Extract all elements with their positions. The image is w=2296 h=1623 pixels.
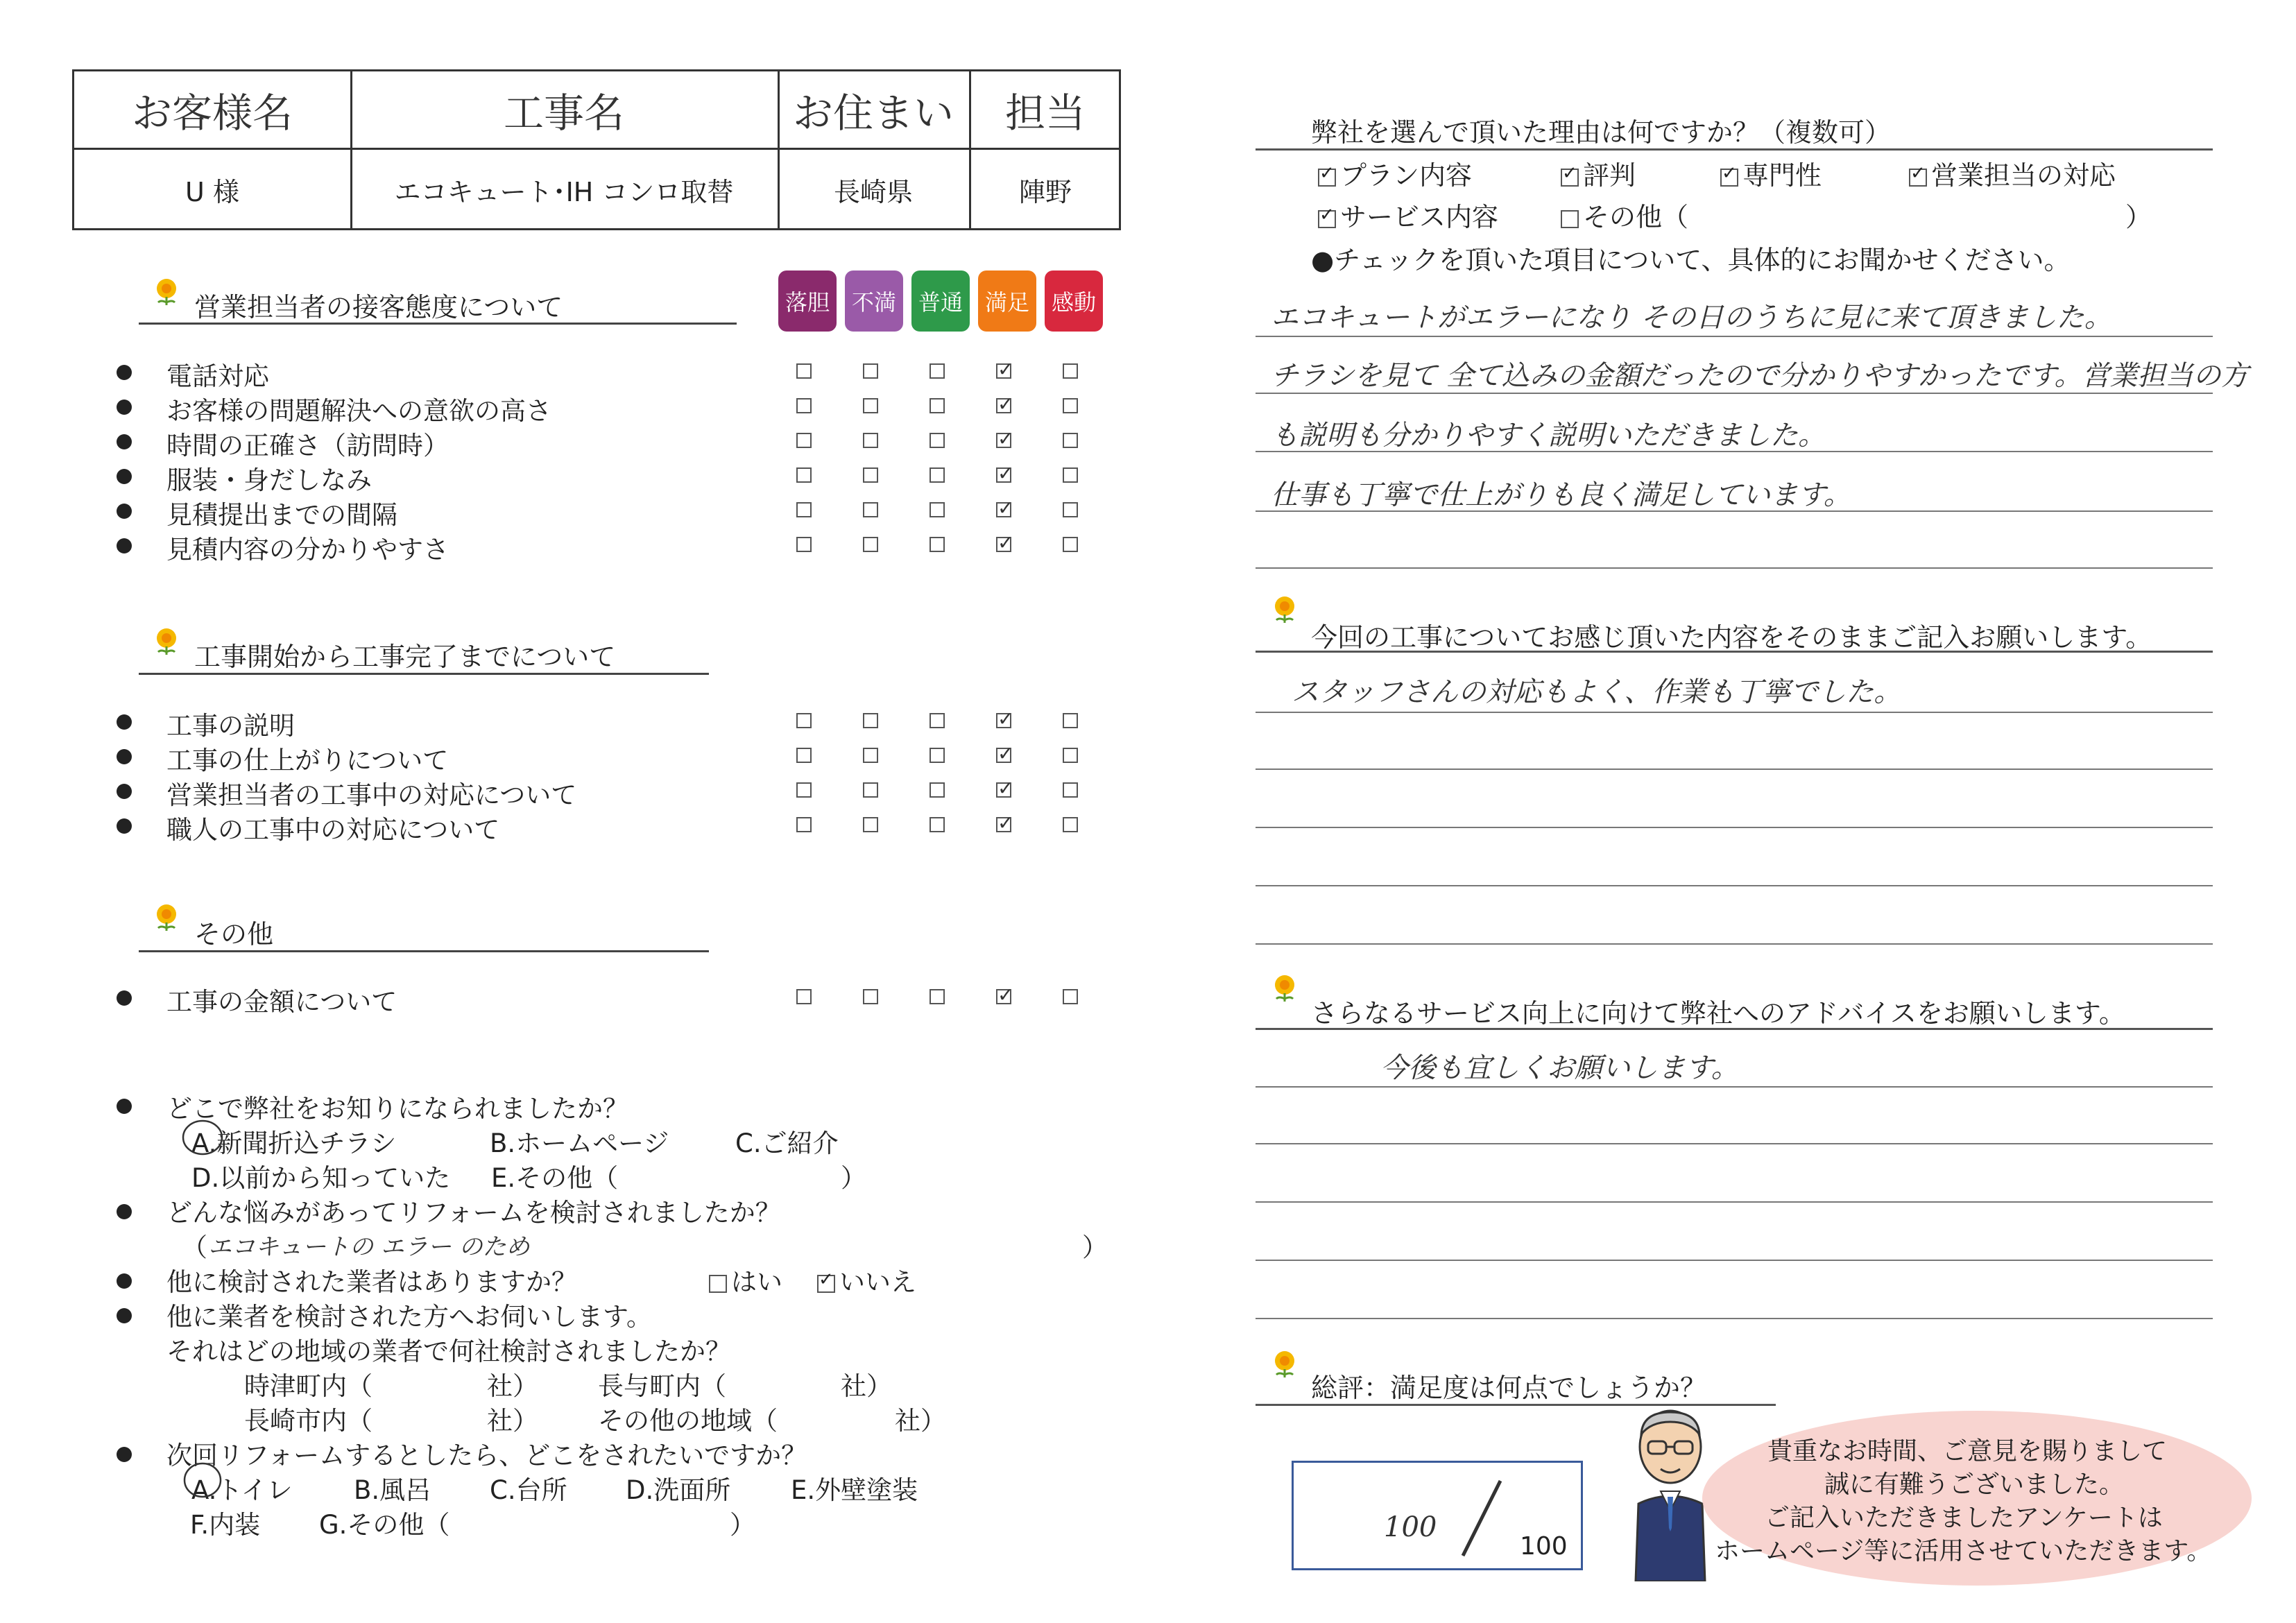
rating-checkbox[interactable] — [796, 467, 812, 483]
rating-checkbox[interactable] — [796, 782, 812, 798]
rating-checkbox[interactable] — [929, 817, 945, 832]
rating-checkbox-checked[interactable] — [996, 782, 1011, 798]
rating-checkbox-checked[interactable] — [996, 467, 1011, 483]
score-value: 100 — [1384, 1511, 1437, 1543]
q5-option-c[interactable]: C.台所 — [490, 1475, 567, 1505]
reason-other[interactable] — [1561, 196, 1688, 234]
bullet — [117, 469, 132, 484]
rule-line — [1256, 567, 2213, 569]
q4-subtext: それはどの地域の業者で何社検討されましたか？ — [166, 1337, 731, 1366]
rating-checkbox[interactable] — [863, 537, 878, 552]
advice-answer: 今後も宜しくお願いします。 — [1380, 1052, 1739, 1084]
area-nagasaki-close: 社） — [487, 1406, 538, 1436]
thanks-line-4: ホームページ等に活用させていただきます。 — [1715, 1537, 2212, 1565]
rating-checkbox[interactable] — [863, 502, 878, 517]
section1-item-0: 電話対応 — [166, 361, 269, 391]
bullet — [117, 1273, 132, 1289]
rating-checkbox[interactable] — [1063, 817, 1078, 832]
q5-option-a[interactable]: A.トイレ — [191, 1475, 293, 1505]
q5-option-e[interactable]: E.外壁塗装 — [791, 1475, 918, 1505]
flower-icon — [151, 626, 182, 656]
q1-option-b[interactable]: B.ホームページ — [490, 1128, 669, 1158]
section2-title: 工事開始から工事完了までについて — [194, 642, 616, 672]
rule-line — [1256, 885, 2213, 886]
section1-underline — [139, 323, 737, 325]
rating-checkbox[interactable] — [863, 817, 878, 832]
rating-checkbox[interactable] — [1063, 989, 1078, 1004]
reason-answer-line-3: も説明も分かりやすく説明いただきました。 — [1271, 420, 1826, 452]
section2-item-2: 営業担当者の工事中の対応について — [166, 780, 577, 810]
section1-title: 営業担当者の接客態度について — [194, 292, 563, 323]
reason-plan[interactable] — [1318, 154, 1472, 192]
rule-line — [1256, 393, 2213, 394]
q5-option-g-close: ） — [730, 1510, 755, 1540]
customer-name: U 様 — [185, 177, 239, 207]
q1-option-d[interactable]: D.以前から知っていた — [191, 1163, 451, 1193]
residence: 長崎県 — [833, 177, 913, 207]
rating-checkbox[interactable] — [863, 989, 878, 1004]
bullet — [117, 784, 132, 799]
rating-checkbox[interactable] — [863, 748, 878, 763]
reason-other-close: ） — [2125, 202, 2152, 232]
section2-item-0: 工事の説明 — [166, 711, 295, 741]
rule-line — [1256, 943, 2213, 945]
flower-icon — [1269, 594, 1300, 624]
rating-checkbox[interactable] — [929, 782, 945, 798]
rating-checkbox[interactable] — [863, 433, 878, 448]
rating-checkbox[interactable] — [929, 363, 945, 379]
circle-mark-icon — [180, 1118, 225, 1157]
slash-icon — [1457, 1477, 1506, 1560]
q3-no-label: いいえ — [839, 1267, 916, 1297]
area-nagayo-close: 社） — [841, 1371, 892, 1401]
rating-checkbox[interactable] — [863, 467, 878, 483]
bullet — [117, 818, 132, 834]
rating-checkbox[interactable] — [863, 363, 878, 379]
rule-line — [1256, 1201, 2213, 1203]
flower-icon — [1269, 972, 1300, 1003]
section1-item-5: 見積内容の分かりやすさ — [166, 535, 449, 565]
work-name: エコキュート･IH コンロ取替 — [394, 177, 734, 207]
reasons-title: 弊社を選んで頂いた理由は何ですか？（複数可） — [1311, 117, 1892, 148]
rating-checkbox[interactable] — [863, 398, 878, 413]
rating-checkbox[interactable] — [796, 433, 812, 448]
checkbox-checked[interactable] — [817, 1275, 835, 1293]
bullet — [117, 504, 132, 519]
rule-line — [1256, 1028, 2213, 1030]
rating-checkbox[interactable] — [929, 989, 945, 1004]
flower-icon — [151, 902, 182, 932]
q2-answer: エコキュートの エラー のため — [208, 1233, 530, 1261]
section3-title: その他 — [194, 919, 274, 950]
rating-checkbox[interactable] — [1063, 398, 1078, 413]
thanks-line-3: ご記入いただきましたアンケートは — [1765, 1504, 2163, 1532]
reason-answer-line-2: チラシを見て 全て込みの金額だったので分かりやすかったです。営業担当の方 — [1271, 360, 2249, 392]
area-other-close: 社） — [895, 1406, 946, 1436]
q3-text: 他に検討された業者はありますか？ — [166, 1267, 577, 1297]
circle-mark-icon — [182, 1461, 223, 1500]
rating-checkbox-checked[interactable] — [996, 398, 1011, 413]
rating-checkbox[interactable] — [929, 433, 945, 448]
rule-line — [1256, 1318, 2213, 1319]
header-work-label: 工事名 — [503, 89, 624, 137]
reason-reputation-label: 評判 — [1583, 160, 1636, 191]
q2-text: どんな悩みがあってリフォームを検討されましたか？ — [166, 1198, 781, 1228]
q5-option-g[interactable]: G.その他（ — [319, 1510, 450, 1540]
rating-checkbox[interactable] — [796, 748, 812, 763]
rating-checkbox[interactable] — [1063, 433, 1078, 448]
rating-checkbox[interactable] — [1063, 537, 1078, 552]
rating-label-disappointed: 落胆 — [778, 270, 837, 332]
bullet — [117, 434, 132, 449]
reason-service-label: サービス内容 — [1340, 202, 1499, 232]
overall-title: 総評：満足度は何点でしょうか？ — [1311, 1373, 1707, 1403]
area-other: その他の地域（ — [598, 1406, 778, 1436]
area-nagasaki: 長崎市内（ — [244, 1406, 372, 1436]
rating-checkbox[interactable] — [1063, 363, 1078, 379]
header-residence-label: お住まい — [792, 89, 954, 137]
rating-checkbox[interactable] — [929, 467, 945, 483]
thanks-line-1: 貴重なお時間、ご意見を賜りまして — [1767, 1437, 2168, 1466]
reason-service[interactable] — [1318, 196, 1498, 234]
rating-checkbox[interactable] — [796, 713, 812, 728]
rule-line — [1256, 510, 2213, 512]
bullet — [117, 538, 132, 553]
rating-checkbox[interactable] — [863, 713, 878, 728]
bullet — [117, 990, 132, 1006]
section2-item-1: 工事の仕上がりについて — [166, 746, 449, 775]
rule-line — [1256, 768, 2213, 770]
rating-checkbox-checked[interactable] — [996, 433, 1011, 448]
bullet — [117, 1447, 132, 1462]
rating-checkbox[interactable] — [929, 537, 945, 552]
rating-checkbox[interactable] — [863, 782, 878, 798]
reason-sales-rep[interactable] — [1909, 154, 2116, 192]
rating-checkbox[interactable] — [929, 713, 945, 728]
score-box[interactable] — [1292, 1461, 1583, 1570]
reason-sales-rep-label: 営業担当の対応 — [1931, 160, 2116, 191]
reason-reputation[interactable] — [1561, 154, 1636, 192]
impressions-title: 今回の工事についてお感じ頂いた内容をそのままご記入お願いします。 — [1311, 622, 2152, 653]
header-table — [72, 69, 1121, 230]
flower-icon — [151, 276, 182, 307]
section1-item-3: 服装・身だしなみ — [166, 465, 372, 495]
rating-checkbox[interactable] — [1063, 467, 1078, 483]
rating-label-dissatisfied: 不満 — [845, 270, 903, 332]
header-customer-label: お客様名 — [131, 89, 293, 137]
q2-close-paren: ） — [1082, 1233, 1108, 1262]
q2-open-paren: （ — [182, 1233, 207, 1262]
section1-item-4: 見積提出までの間隔 — [166, 500, 397, 530]
rating-checkbox-checked[interactable] — [996, 817, 1011, 832]
q1-text: どこで弊社をお知りになられましたか？ — [166, 1094, 628, 1124]
rating-checkbox-checked[interactable] — [996, 713, 1011, 728]
checkbox-checked[interactable] — [1561, 169, 1579, 187]
q5-option-d[interactable]: D.洗面所 — [626, 1475, 731, 1505]
section3-item-0: 工事の金額について — [166, 987, 397, 1017]
q1-option-e-close: ） — [841, 1163, 866, 1193]
reason-expertise-label: 専門性 — [1742, 160, 1822, 191]
advice-title: さらなるサービス向上に向けて弊社へのアドバイスをお願いします。 — [1311, 998, 2125, 1029]
q1-option-a[interactable]: A.新聞折込チラシ — [191, 1128, 397, 1158]
rule-line — [1256, 336, 2213, 337]
rule-line — [1256, 1143, 2213, 1144]
rule-line — [1256, 148, 2213, 151]
rating-checkbox[interactable] — [796, 537, 812, 552]
rating-checkbox[interactable] — [929, 502, 945, 517]
reason-expertise[interactable] — [1720, 154, 1822, 192]
rating-checkbox[interactable] — [1063, 502, 1078, 517]
bullet — [117, 1099, 132, 1114]
section1-item-1: お客様の問題解決への意欲の高さ — [166, 396, 551, 426]
rule-line — [1256, 1086, 2213, 1088]
rating-checkbox-checked[interactable] — [996, 502, 1011, 517]
reason-answer-line-1: エコキュートがエラーになり その日のうちに見に来て頂きました。 — [1271, 302, 2112, 334]
q5-option-b[interactable]: B.風呂 — [354, 1475, 431, 1505]
score-max: 100 — [1520, 1532, 1568, 1561]
rating-checkbox[interactable] — [1063, 748, 1078, 763]
rating-checkbox-checked[interactable] — [996, 363, 1011, 379]
header-staff-label: 担当 — [1004, 89, 1086, 137]
checkbox-checked[interactable] — [1909, 169, 1927, 187]
q1-option-e[interactable]: E.その他（ — [491, 1163, 619, 1193]
bullet — [117, 749, 132, 764]
rating-label-satisfied: 満足 — [978, 270, 1036, 332]
section2-item-3: 職人の工事中の対応について — [166, 815, 500, 845]
q3-no[interactable] — [817, 1261, 916, 1298]
section2-underline — [139, 673, 709, 675]
rating-checkbox[interactable] — [796, 398, 812, 413]
area-tokitsu-close: 社） — [487, 1371, 538, 1401]
rating-checkbox-checked[interactable] — [996, 989, 1011, 1004]
rating-label-delighted: 感動 — [1045, 270, 1103, 332]
impressions-answer: スタッフさんの対応もよく、作業も丁寧でした。 — [1292, 676, 1902, 708]
q4-text: 他に業者を検討された方へお伺いします。 — [166, 1302, 653, 1332]
reason-other-label: その他（ — [1583, 202, 1689, 232]
reason-answer-line-4: 仕事も丁寧で仕上がりも良く満足しています。 — [1271, 479, 1851, 511]
rating-checkbox[interactable] — [1063, 713, 1078, 728]
rule-line — [1256, 451, 2213, 452]
rule-line — [1256, 651, 2213, 653]
rating-checkbox[interactable] — [1063, 782, 1078, 798]
q1-option-c[interactable]: C.ご紹介 — [735, 1128, 839, 1158]
rating-checkbox-checked[interactable] — [996, 537, 1011, 552]
bullet — [117, 1308, 132, 1323]
rating-checkbox[interactable] — [929, 398, 945, 413]
reasons-prompt: ●チェックを頂いた項目について、具体的にお聞かせください。 — [1311, 245, 2071, 275]
thanks-line-2: 誠に有難うございました。 — [1824, 1470, 2125, 1499]
staff-name: 陣野 — [1018, 177, 1072, 207]
rating-checkbox-checked[interactable] — [996, 748, 1011, 763]
checkbox-checked[interactable] — [1720, 169, 1738, 187]
checkbox-checked[interactable] — [1318, 169, 1336, 187]
rating-checkbox[interactable] — [796, 989, 812, 1004]
rating-label-average: 普通 — [911, 270, 970, 332]
bullet — [117, 365, 132, 380]
rule-line — [1256, 712, 2213, 713]
bullet — [117, 714, 132, 730]
rule-line — [1256, 1404, 1776, 1406]
bullet — [117, 1204, 132, 1219]
q5-option-f[interactable]: F.内装 — [190, 1510, 261, 1540]
area-nagayo: 長与町内（ — [598, 1371, 726, 1401]
rating-checkbox[interactable] — [796, 502, 812, 517]
rating-checkbox[interactable] — [796, 363, 812, 379]
checkbox[interactable] — [1561, 210, 1579, 228]
flower-icon — [1269, 1348, 1300, 1379]
area-tokitsu: 時津町内（ — [244, 1371, 372, 1401]
q5-text: 次回リフォームするとしたら、どこをされたいですか？ — [166, 1441, 807, 1470]
section1-item-2: 時間の正確さ（訪問時） — [166, 431, 449, 461]
rule-line — [1256, 1260, 2213, 1261]
q3-yes-label: はい — [731, 1267, 782, 1297]
rating-checkbox[interactable] — [929, 748, 945, 763]
q3-yes[interactable] — [709, 1261, 782, 1298]
rating-checkbox[interactable] — [796, 817, 812, 832]
bullet — [117, 400, 132, 415]
checkbox[interactable] — [709, 1275, 727, 1293]
checkbox-checked[interactable] — [1318, 210, 1336, 228]
section3-underline — [139, 950, 709, 952]
reason-plan-label: プラン内容 — [1340, 160, 1473, 191]
rule-line — [1256, 827, 2213, 828]
